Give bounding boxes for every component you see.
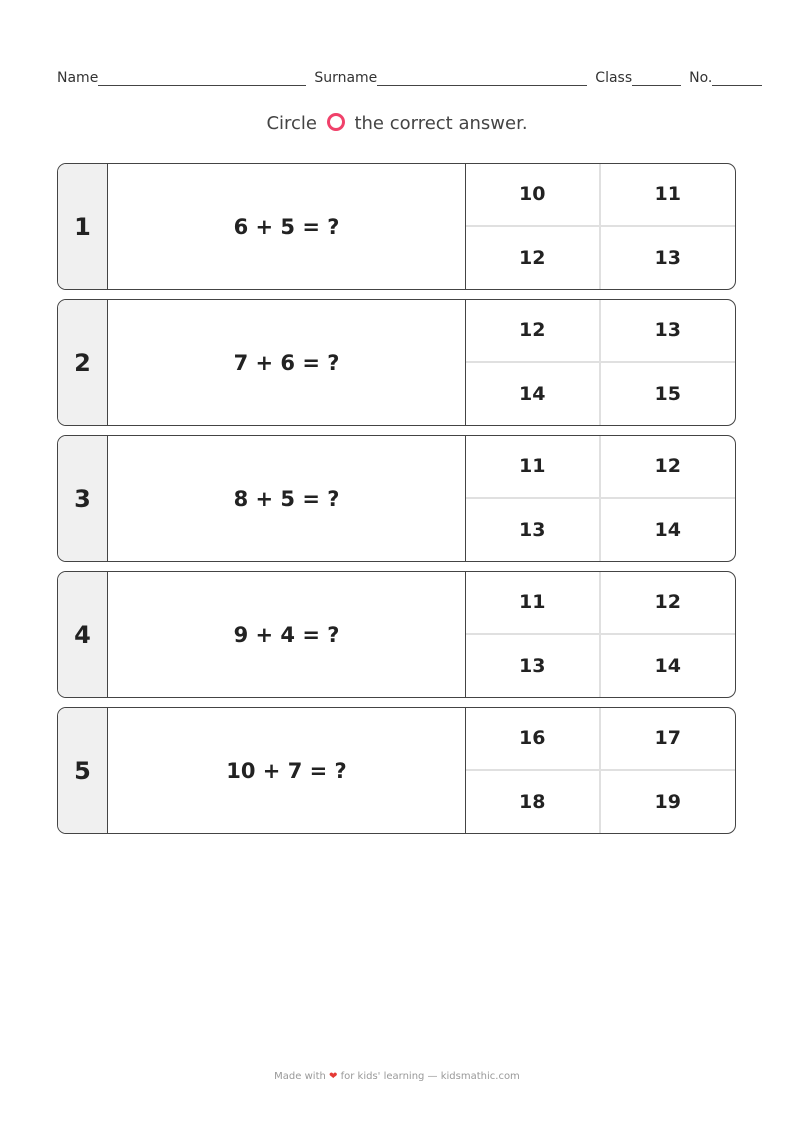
question-equation: 7 + 6 = ? (108, 300, 466, 425)
question-card (57, 435, 736, 562)
question-card (57, 571, 736, 698)
answer-option[interactable]: 11 (466, 436, 601, 499)
name-label: Name (57, 70, 99, 86)
answer-option[interactable]: 16 (466, 708, 601, 771)
question-card (57, 299, 736, 426)
question-number: 5 (58, 708, 108, 833)
question-number: 2 (58, 300, 108, 425)
answer-option[interactable]: 13 (466, 499, 601, 562)
answer-options (466, 164, 735, 289)
answer-option[interactable]: 13 (466, 635, 601, 698)
question-equation: 10 + 7 = ? (108, 708, 466, 833)
answer-option[interactable]: 14 (654, 518, 681, 541)
no-label: No. (689, 70, 713, 86)
instruction (0, 113, 794, 134)
circle-icon (327, 113, 345, 131)
student-info-header (57, 70, 773, 86)
question-card (57, 163, 736, 290)
instruction-text-start: Circle (266, 113, 317, 134)
question-equation: 8 + 5 = ? (108, 436, 466, 561)
question-number: 3 (58, 436, 108, 561)
no-field[interactable] (712, 71, 762, 86)
answer-option[interactable]: 14 (466, 363, 601, 426)
answer-options (466, 572, 735, 697)
surname-label: Surname (314, 70, 378, 86)
answer-option[interactable]: 13 (601, 300, 736, 363)
answer-options (466, 708, 735, 833)
answer-options (466, 436, 735, 561)
answer-option[interactable]: 12 (466, 227, 601, 290)
name-field[interactable] (98, 71, 306, 86)
answer-options (466, 300, 735, 425)
answer-option[interactable]: 11 (466, 572, 601, 635)
answer-option[interactable]: 12 (466, 300, 601, 363)
answer-option[interactable]: 10 (466, 164, 601, 227)
question-number: 4 (58, 572, 108, 697)
footer (0, 1071, 794, 1082)
answer-option[interactable]: 12 (601, 572, 736, 635)
footer-text-start: Made with (274, 1071, 326, 1082)
surname-field[interactable] (377, 71, 587, 86)
answer-option[interactable]: 11 (601, 164, 736, 227)
answer-option[interactable]: 12 (601, 436, 736, 499)
answer-option[interactable]: 19 (654, 790, 681, 813)
question-equation: 6 + 5 = ? (108, 164, 466, 289)
answer-option[interactable]: 14 (654, 654, 681, 677)
instruction-text-end: the correct answer. (354, 113, 528, 134)
answer-option[interactable]: 18 (466, 771, 601, 834)
class-field[interactable] (632, 71, 681, 86)
question-number: 1 (58, 164, 108, 289)
class-label: Class (595, 70, 633, 86)
question-equation: 9 + 4 = ? (108, 572, 466, 697)
answer-option[interactable]: 13 (654, 246, 681, 269)
heart-icon: ❤ (329, 1071, 338, 1082)
answer-option[interactable]: 15 (654, 382, 681, 405)
footer-text-end: for kids' learning — kidsmathic.com (340, 1071, 520, 1082)
answer-option[interactable]: 17 (601, 708, 736, 771)
question-card (57, 707, 736, 834)
